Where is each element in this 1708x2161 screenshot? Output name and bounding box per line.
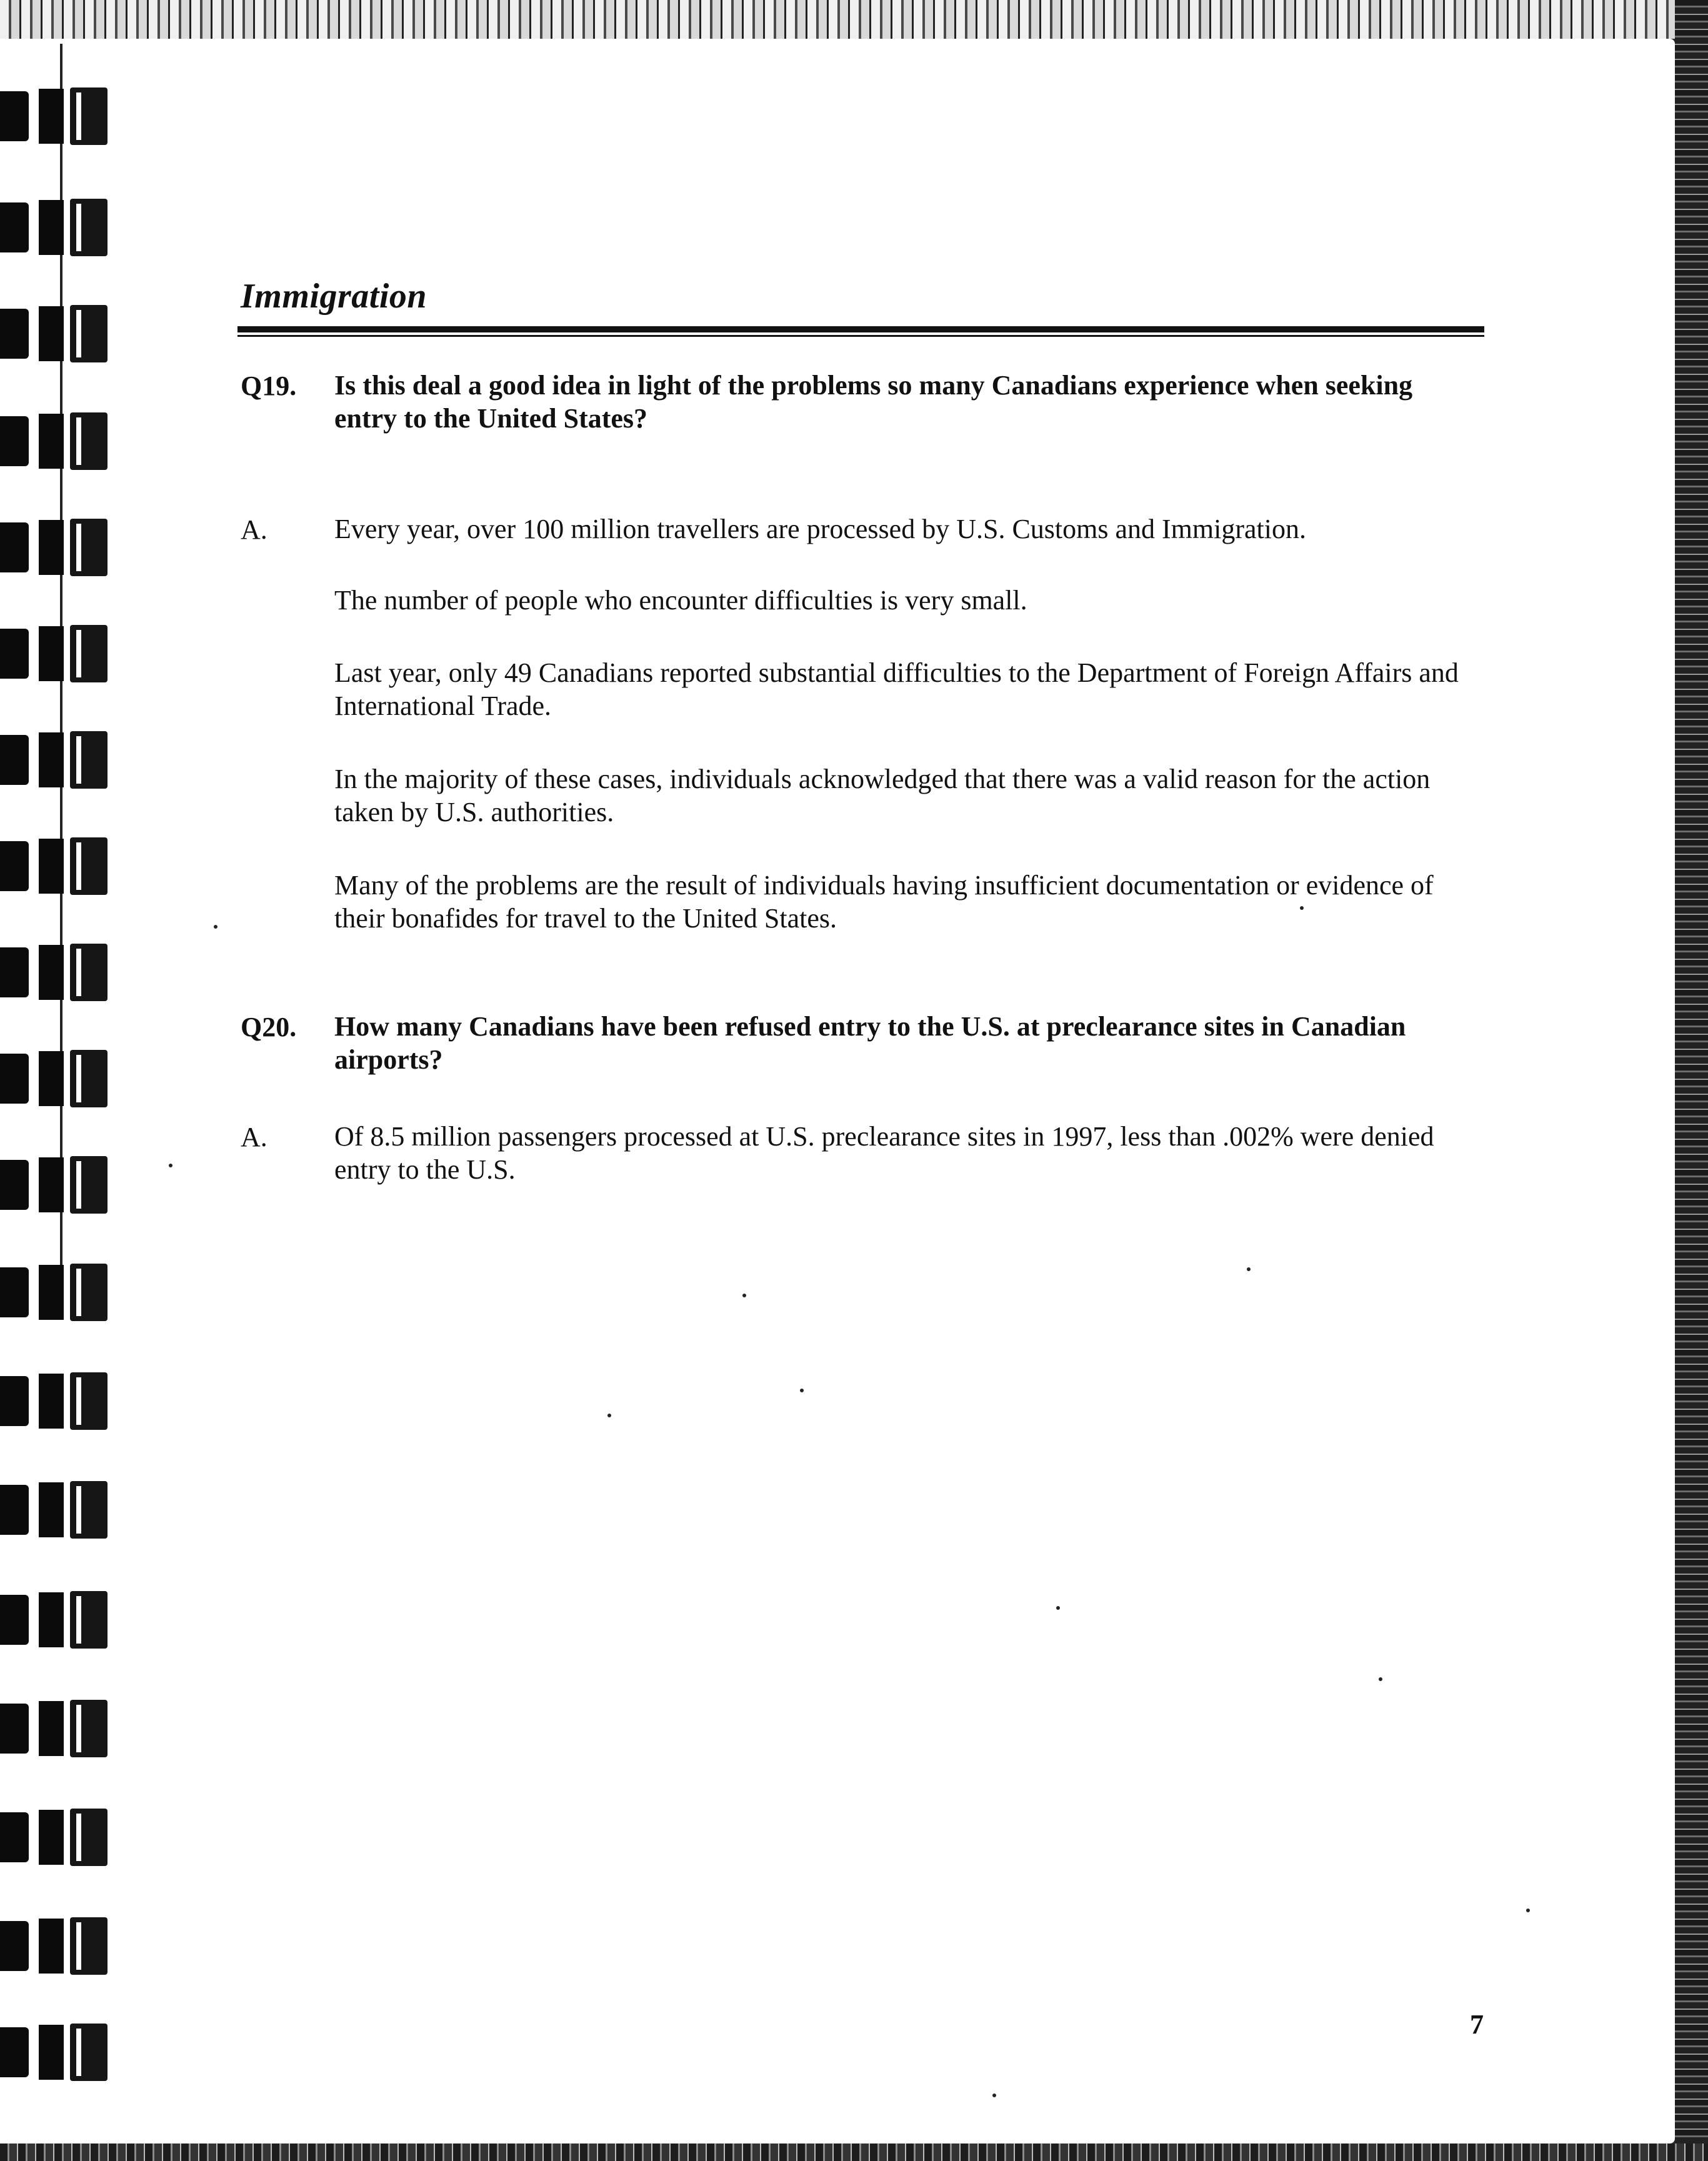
page-number: 7 xyxy=(1470,2009,1484,2040)
binding-ring xyxy=(0,1264,112,1321)
binding-ring xyxy=(0,1050,112,1107)
binding-ring xyxy=(0,1156,112,1214)
answer-paragraph: In the majority of these cases, individuals acknowledged that there was a valid reason for the action taken by U.S. authorities. xyxy=(334,764,1431,827)
scan-edge-bottom xyxy=(0,2144,1708,2161)
binding-ring xyxy=(0,625,112,682)
binding-ring xyxy=(0,412,112,470)
answer-label-q20: A. xyxy=(241,1122,267,1152)
scan-speck xyxy=(607,1414,611,1417)
scan-speck xyxy=(1526,1909,1530,1912)
binding-ring xyxy=(0,199,112,256)
binding-ring xyxy=(0,1372,112,1430)
binding-ring xyxy=(0,1481,112,1539)
scan-speck xyxy=(742,1294,746,1297)
binding-ring xyxy=(0,305,112,362)
question-label-q19: Q19. xyxy=(241,371,297,401)
scan-speck xyxy=(1379,1677,1382,1681)
binding-ring xyxy=(0,944,112,1001)
binding-ring xyxy=(0,1809,112,1866)
scan-speck xyxy=(214,925,217,929)
binding-ring xyxy=(0,1700,112,1757)
scan-edge-top xyxy=(0,0,1708,39)
scan-edge-right xyxy=(1675,0,1708,2161)
question-text-q19: Is this deal a good idea in light of the problems so many Canadians experience when seeking entry to the United States? xyxy=(334,370,1413,434)
binding-ring xyxy=(0,837,112,895)
header-rule-thin xyxy=(237,335,1484,337)
document-page xyxy=(0,39,1675,2144)
question-label-q20: Q20. xyxy=(241,1012,297,1042)
binding-ring xyxy=(0,2024,112,2081)
answer-paragraph: Every year, over 100 million travellers are processed by U.S. Customs and Immigration. xyxy=(334,514,1306,544)
spiral-binding xyxy=(0,0,119,2161)
section-title: Immigration xyxy=(241,277,427,316)
binding-ring xyxy=(0,731,112,789)
scan-speck xyxy=(1300,906,1304,910)
binding-ring xyxy=(0,519,112,576)
scan-speck xyxy=(992,2094,996,2097)
question-text-q20: How many Canadians have been refused entry to the U.S. at preclearance sites in Canadian airports? xyxy=(334,1011,1406,1075)
header-rule-thick xyxy=(237,326,1484,332)
answer-paragraph: Of 8.5 million passengers processed at U.S. preclearance sites in 1997, less than .002% were denied entry to the U.S. xyxy=(334,1121,1434,1185)
answer-paragraph: The number of people who encounter difficulties is very small. xyxy=(334,585,1027,616)
answer-paragraph: Last year, only 49 Canadians reported substantial difficulties to the Department of Foreign Affairs and International Trade. xyxy=(334,657,1459,721)
answer-paragraph: Many of the problems are the result of individuals having insufficient documentation or evidence of their bonafides for travel to the United States. xyxy=(334,870,1434,934)
scan-speck xyxy=(800,1389,804,1392)
binding-ring xyxy=(0,1591,112,1649)
scan-speck xyxy=(169,1164,172,1167)
binding-ring xyxy=(0,1917,112,1975)
scan-speck xyxy=(1056,1606,1060,1610)
answer-label-q19: A. xyxy=(241,514,267,545)
binding-ring xyxy=(0,87,112,145)
scan-speck xyxy=(1247,1267,1251,1271)
